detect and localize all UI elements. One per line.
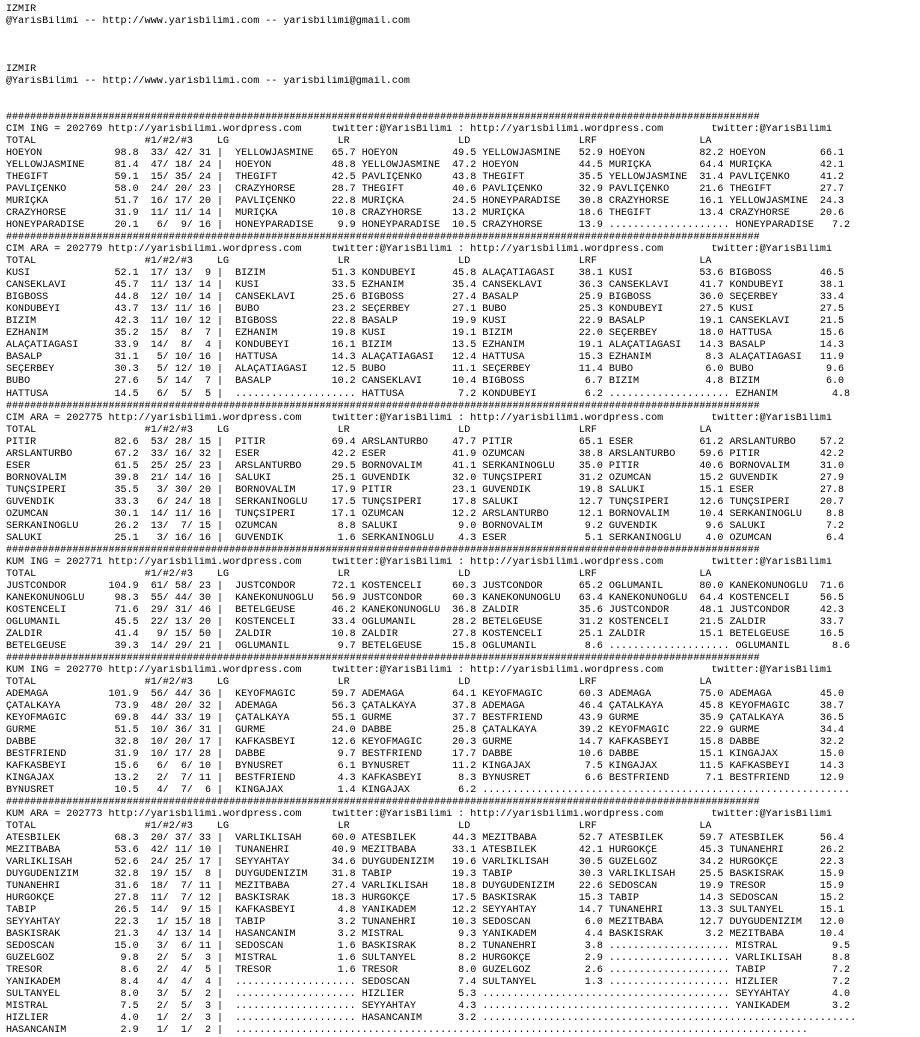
horse-row: PAVLIÇENKO 58.0 24/ 20/ 23 | CRAZYHORSE 28.7 THEGIFT 40.6 PAVLIÇENKO 32.9 PAVLIÇENKO 21.6 THEGIFT 27.7 (6, 184, 845, 196)
horse-row: JUSTCONDOR 104.9 61/ 58/ 23 | JUSTCONDOR 72.1 KÖSTENCELI 60.3 JUSTCONDOR 65.2 OGLUMANIL 80.0 KANEKONUNOGLU 71.6 (6, 580, 845, 592)
race-heading: KUM ING = 202770 http://yarisbilimi.wordpress.com twitter:@YarisBilimi : http://yarisbilimi.wordpress.com twitter:@YarisBilimi (6, 664, 832, 676)
horse-row: ZALDIR 41.4 9/ 15/ 50 | ZALDIR 10.8 ZALDIR 27.8 KÖSTENCELI 25.1 ZALDIR 15.1 BETELGEUSE 16.5 (6, 628, 845, 640)
race-heading: KUM ARA = 202773 http://yarisbilimi.wordpress.com twitter:@YarisBilimi : http://yarisbilimi.wordpress.com twitter:@YarisBilimi (6, 809, 832, 821)
horse-row: THEGIFT 59.1 15/ 35/ 24 | THEGIFT 42.5 PAVLIÇENKO 43.8 THEGIFT 35.5 YELLOWJASMINE 31.4 PAVLIÇENKO 41.2 (6, 172, 845, 184)
horse-row: TABIP 26.5 14/ 9/ 15 | KAFKASBEYI 4.8 YANIKADEM 12.2 SEYYAHTAY 14.7 TUNANEHRI 13.3 SULTANYEL 15.1 (6, 905, 845, 917)
horse-row: SEÇERBEY 30.3 5/ 12/ 10 | ALAÇATIAGASI 12.5 BUBO 11.1 SEÇERBEY 11.4 BUBO 6.0 BUBO 9.6 (6, 364, 845, 376)
horse-row: MURIÇKA 51.7 16/ 17/ 20 | PAVLIÇENKO 22.8 MURIÇKA 24.5 HONEYPARADISE 30.8 CRAZYHORSE 16.1 YELLOWJASMINE 24.3 (6, 196, 845, 208)
horse-row: VARLIKLISAH 52.6 24/ 25/ 17 | SEYYAHTAY 34.6 DUYGUDENIZIM 19.6 VARLIKLISAH 30.5 GÜZELGÖZ 34.2 HÜRGÖKÇE 22.3 (6, 857, 845, 869)
horse-row: CANSEKLAVI 45.7 11/ 13/ 14 | KÜSI 33.5 EZHANIM 35.4 CANSEKLAVI 36.3 CANSEKLAVI 41.7 KONDUBEYI 38.1 (6, 280, 845, 292)
horse-row: ÖZÜMCAN 30.1 14/ 11/ 16 | TUNÇSIPERI 17.1 ÖZÜMCAN 12.2 ARSLANTURBO 12.1 BORNOVALIM 10.4 SERKANINOGLU 8.8 (6, 508, 845, 520)
column-headers: TOTAL #1/#2/#3 LG LR LD LRF LA (6, 136, 712, 148)
horse-row: TUNÇSIPERI 35.5 3/ 30/ 20 | BORNOVALIM 17.9 PITIR 23.1 GÜVENDIK 19.8 SALUKI 15.1 ESER 27.8 (6, 484, 845, 496)
horse-row: ARSLANTURBO 67.2 33/ 16/ 32 | ESER 42.2 ESER 41.9 ÖZÜMCAN 38.8 ARSLANTURBO 59.6 PITIR 42.2 (6, 448, 845, 460)
horse-row: GÜVENDIK 33.3 6/ 24/ 18 | SERKANINOGLU 17.5 TUNÇSIPERI 17.8 SALUKI 12.7 TUNÇSIPERI 12.6 TUNÇSIPERI 20.7 (6, 496, 845, 508)
horse-row: HIZLIER 4.0 1/ 2/ 3 | .................... HASANCANIM 3.2 .............................................................. (6, 1013, 857, 1025)
horse-row: GÜZELGÖZ 9.8 2/ 5/ 3 | MISTRAL 1.6 SULTANYEL 8.2 HÜRGÖKÇE 2.9 .................... VARLIKLISAH 8.8 (6, 953, 851, 965)
horse-row: YANIKADEM 8.4 4/ 4/ 4 | .................... SEDOSCAN 7.4 SULTANYEL 1.3 .................... HIZLIER 7.2 (6, 977, 851, 989)
race-heading: KUM ING = 202771 http://yarisbilimi.wordpress.com twitter:@YarisBilimi : http://yarisbilimi.wordpress.com twitter:@YarisBilimi (6, 556, 832, 568)
horse-row: MEZITBABA 53.6 42/ 11/ 10 | TUNANEHRI 40.9 MEZITBABA 33.1 ATESBILEK 42.1 HÜRGÖKÇE 45.3 TUNANEHRI 26.2 (6, 845, 845, 857)
horse-row: KAFKASBEYI 15.6 6/ 6/ 10 | BYNUSRET 6.1 BYNUSRET 11.2 KINGAJAX 7.5 KINGAJAX 11.5 KAFKASBEYI 14.3 (6, 760, 845, 772)
race-heading: CIM ARA = 202779 http://yarisbilimi.wordpress.com twitter:@YarisBilimi : http://yarisbilimi.wordpress.com twitter:@YarisBilimi (6, 244, 832, 256)
separator-line: ############################################################################################################################# (6, 652, 760, 664)
horse-row: BASALP 31.1 5/ 10/ 16 | HATTUSA 14.3 ALAÇATIAGASI 12.4 HATTUSA 15.3 EZHANIM 8.3 ALAÇATIAGASI 11.9 (6, 352, 845, 364)
horse-row: KÖSTENCELI 71.6 29/ 31/ 46 | BETELGEUSE 46.2 KANEKONUNOGLU 36.8 ZALDIR 35.6 JUSTCONDOR 48.1 JUSTCONDOR 42.3 (6, 604, 845, 616)
horse-row: ESER 61.5 25/ 25/ 23 | ARSLANTURBO 29.5 BORNOVALIM 41.1 SERKANINOGLU 35.0 PITIR 40.6 BORNOVALIM 31.0 (6, 460, 845, 472)
horse-row: SALUKI 25.1 3/ 16/ 16 | GÜVENDIK 1.6 SERKANINOGLU 4.3 ESER 5.1 SERKANINOGLU 4.0 ÖZÜMCAN 6.4 (6, 532, 845, 544)
separator-line: ############################################################################################################################# (6, 544, 760, 556)
horse-row: TRESOR 8.6 2/ 4/ 5 | TRESOR 1.6 TRESOR 8.0 GÜZELGÖZ 2.6 .................... TABIP 7.2 (6, 965, 851, 977)
column-headers: TOTAL #1/#2/#3 LG LR LD LRF LA (6, 424, 712, 436)
horse-row: BETELGEUSE 39.3 14/ 29/ 21 | OGLUMANIL 9.7 BETELGEUSE 15.8 OGLUMANIL 8.6 .................... OGLUMANIL 8.6 (6, 640, 851, 652)
separator-line: ############################################################################################################################# (6, 400, 760, 412)
horse-row: SULTANYEL 8.0 3/ 5/ 2 | .................... HIZLIER 5.3 ......................................... SEYYAHTAY 4.0 (6, 989, 851, 1001)
horse-row: KEYOFMAGIC 69.8 44/ 33/ 19 | ÇATALKAYA 55.1 GURME 37.7 BESTFRIEND 43.9 GURME 35.9 ÇATALKAYA 36.5 (6, 712, 845, 724)
horse-row: SEYYAHTAY 22.3 1/ 15/ 18 | TABIP 3.2 TUNANEHRI 10.3 SEDOSCAN 6.0 MEZITBABA 12.7 DUYGUDENIZIM 12.0 (6, 917, 845, 929)
horse-row: KONDUBEYI 43.7 13/ 11/ 16 | BUBO 23.2 SEÇERBEY 27.1 BUBO 25.3 KONDUBEYI 27.5 KÜSI 27.5 (6, 304, 845, 316)
horse-row: KINGAJAX 13.2 2/ 7/ 11 | BESTFRIEND 4.3 KAFKASBEYI 8.3 BYNUSRET 6.6 BESTFRIEND 7.1 BESTFRIEND 12.9 (6, 773, 845, 784)
separator-line: ############################################################################################################################# (6, 797, 760, 809)
horse-row: ÇATALKAYA 73.9 48/ 20/ 32 | ADEMAGA 56.3 ÇATALKAYA 37.8 ADEMAGA 46.4 ÇATALKAYA 45.8 KEYOFMAGIC 38.7 (6, 700, 845, 712)
horse-row: BORNOVALIM 39.8 21/ 14/ 16 | SALUKI 25.1 GÜVENDIK 32.0 TUNÇSIPERI 31.2 ÖZÜMCAN 15.2 GÜVENDIK 27.9 (6, 472, 845, 484)
horse-row: SERKANINOGLU 26.2 13/ 7/ 15 | ÖZÜMCAN 8.8 SALUKI 9.0 BORNOVALIM 9.2 GÜVENDIK 9.6 SALUKI 7.2 (6, 520, 845, 532)
horse-row: HOEYON 98.8 33/ 42/ 31 | YELLOWJASMINE 65.7 HOEYON 49.5 YELLOWJASMINE 52.9 HOEYON 82.2 HOEYON 66.1 (6, 148, 845, 160)
header-line: IZMIR (6, 64, 37, 76)
header-line: IZMIR (6, 4, 37, 15)
separator-line: ############################################################################################################################# (6, 232, 760, 244)
horse-row: BESTFRIEND 31.9 10/ 17/ 28 | DABBE 9.7 BESTFRIEND 17.7 DABBE 10.6 DABBE 15.1 KINGAJAX 15.0 (6, 748, 845, 760)
race-heading: CIM ARA = 202775 http://yarisbilimi.wordpress.com twitter:@YarisBilimi : http://yarisbilimi.wordpress.com twitter:@YarisBilimi (6, 412, 832, 424)
horse-row: HASANCANIM 2.9 1/ 1/ 2 | ............................................................................................... (6, 1025, 808, 1037)
header-line (6, 100, 920, 112)
header-line (6, 40, 920, 52)
header-line: @YarisBilimi -- http://www.yarisbilimi.com -- yarisbilimi@gmail.com (6, 76, 410, 88)
horse-row: HATTUSA 14.5 6/ 5/ 5 | .................... HATTUSA 7.2 KONDUBEYI 6.2 .................... EZHANIM 4.8 (6, 388, 851, 400)
horse-row: BYNUSRET 10.5 4/ 7/ 6 | KINGAJAX 1.4 KINGAJAX 6.2 ............................................................. (6, 785, 851, 797)
header-line: @YarisBilimi -- http://www.yarisbilimi.com -- yarisbilimi@gmail.com (6, 16, 410, 28)
horse-row: HONEYPARADISE 20.1 6/ 9/ 16 | HONEYPARADISE 9.9 HONEYPARADISE 10.5 CRAZYHORSE 13.9 .................... HONEYPARADISE 7.2 (6, 220, 851, 232)
column-headers: TOTAL #1/#2/#3 LG LR LD LRF LA (6, 568, 712, 580)
column-headers: TOTAL #1/#2/#3 LG LR LD LRF LA (6, 256, 712, 268)
column-headers: TOTAL #1/#2/#3 LG LR LD LRF LA (6, 821, 712, 833)
horse-row: YELLOWJASMINE 81.4 47/ 18/ 24 | HOEYON 48.8 YELLOWJASMINE 47.2 HOEYON 44.5 MURIÇKA 64.4 MURIÇKA 42.1 (6, 160, 845, 172)
horse-row: KANEKONUNOGLU 98.3 55/ 44/ 30 | KANEKONUNOGLU 56.9 JUSTCONDOR 60.3 KANEKONUNOGLU 63.4 KANEKONUNOGLU 64.4 KÖSTENCELI 56.5 (6, 592, 845, 604)
horse-row: BASKISRAK 21.3 4/ 13/ 14 | HASANCANIM 3.2 MISTRAL 9.3 YANIKADEM 4.4 BASKISRAK 3.2 MEZITBABA 10.4 (6, 929, 845, 941)
horse-row: SEDOSCAN 15.0 3/ 6/ 11 | SEDOSCAN 1.6 BASKISRAK 8.2 TUNANEHRI 3.8 .................... MISTRAL 9.5 (6, 941, 851, 953)
horse-row: OGLUMANIL 45.5 22/ 13/ 20 | KÖSTENCELI 33.4 OGLUMANIL 28.2 BETELGEUSE 31.2 KÖSTENCELI 21.5 ZALDIR 33.7 (6, 616, 845, 628)
horse-row: HÜRGÖKÇE 27.8 11/ 7/ 12 | BASKISRAK 18.3 HÜRGÖKÇE 17.5 BASKISRAK 15.3 TABIP 14.3 SEDOSCAN 15.2 (6, 893, 845, 905)
header-line (6, 88, 920, 100)
horse-row: KÜSI 52.1 17/ 13/ 9 | BIZIM 51.3 KONDUBEYI 45.8 ALAÇATIAGASI 38.1 KÜSI 53.6 BIGBOSS 46.5 (6, 268, 845, 280)
horse-row: CRAZYHORSE 31.9 11/ 11/ 14 | MURIÇKA 10.8 CRAZYHORSE 13.2 MURIÇKA 18.6 THEGIFT 13.4 CRAZYHORSE 20.6 (6, 208, 845, 220)
header-line (6, 28, 920, 40)
horse-row: DABBE 32.8 10/ 20/ 17 | KAFKASBEYI 12.6 KEYOFMAGIC 20.3 GURME 14.7 KAFKASBEYI 15.8 DABBE 32.2 (6, 736, 845, 748)
horse-row: ALAÇATIAGASI 33.9 14/ 8/ 4 | KONDUBEYI 16.1 BIZIM 13.5 EZHANIM 19.1 ALAÇATIAGASI 14.3 BASALP 14.3 (6, 340, 845, 352)
horse-row: EZHANIM 35.2 15/ 8/ 7 | EZHANIM 19.8 KÜSI 19.1 BIZIM 22.0 SEÇERBEY 18.0 HATTUSA 15.6 (6, 328, 845, 340)
race-heading: CIM ING = 202769 http://yarisbilimi.wordpress.com twitter:@YarisBilimi : http://yarisbilimi.wordpress.com twitter:@YarisBilimi (6, 124, 832, 136)
horse-row: TUNANEHRI 31.6 18/ 7/ 11 | MEZITBABA 27.4 VARLIKLISAH 18.8 DUYGUDENIZIM 22.6 SEDOSCAN 19.9 TRESOR 15.9 (6, 881, 845, 893)
horse-row: MISTRAL 7.5 2/ 5/ 3 | .................... SEYYAHTAY 4.3 ......................................... YANIKADEM 3.2 (6, 1001, 851, 1013)
horse-row: ATESBILEK 68.3 20/ 37/ 33 | VARLIKLISAH 60.0 ATESBILEK 44.3 MEZITBABA 52.7 ATESBILEK 59.7 ATESBILEK 56.4 (6, 833, 845, 845)
header-line (6, 52, 920, 64)
column-headers: TOTAL #1/#2/#3 LG LR LD LRF LA (6, 676, 712, 688)
horse-row: ADEMAGA 101.9 56/ 44/ 36 | KEYOFMAGIC 59.7 ADEMAGA 64.1 KEYOFMAGIC 60.3 ADEMAGA 75.0 ADEMAGA 45.0 (6, 688, 845, 700)
horse-row: BUBO 27.6 5/ 14/ 7 | BASALP 10.2 CANSEKLAVI 10.4 BIGBOSS 6.7 BIZIM 4.8 BIZIM 6.0 (6, 376, 845, 388)
horse-row: BIGBOSS 44.8 12/ 10/ 14 | CANSEKLAVI 25.6 BIGBOSS 27.4 BASALP 25.9 BIGBOSS 36.0 SEÇERBEY 33.4 (6, 292, 845, 304)
horse-row: GURME 51.5 10/ 36/ 31 | GURME 24.0 DABBE 25.8 ÇATALKAYA 39.2 KEYOFMAGIC 22.9 GURME 34.4 (6, 724, 845, 736)
horse-row: DUYGUDENIZIM 32.8 19/ 15/ 8 | DUYGUDENIZIM 31.8 TABIP 19.3 TABIP 30.3 VARLIKLISAH 25.5 BASKISRAK 15.9 (6, 869, 845, 881)
separator-line: ############################################################################################################################# (6, 112, 760, 124)
horse-row: BIZIM 42.3 11/ 10/ 12 | BIGBOSS 22.8 BASALP 19.9 KÜSI 22.9 BASALP 19.1 CANSEKLAVI 21.5 (6, 316, 845, 328)
horse-row: PITIR 82.6 53/ 28/ 15 | PITIR 69.4 ARSLANTURBO 47.7 PITIR 65.1 ESER 61.2 ARSLANTURBO 57.2 (6, 436, 845, 448)
